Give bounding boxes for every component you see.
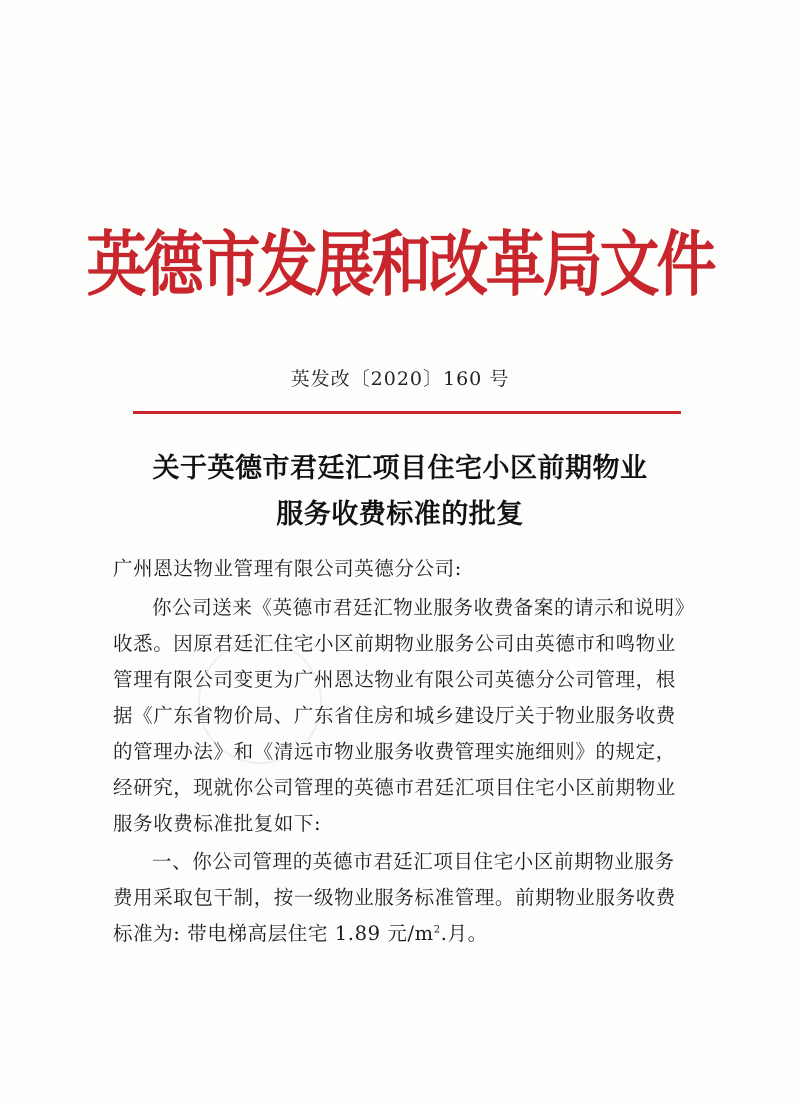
document-number: 英发改〔2020〕160 号: [290, 368, 510, 390]
paragraph-2-line-2: 费用采取包干制，按一级物业服务标准管理。前期物业服务收费: [113, 886, 676, 909]
paragraph-1-line-7: 服务收费标准批复如下:: [113, 812, 322, 835]
document-title-line-1: 关于英德市君廷汇项目住宅小区前期物业: [152, 453, 648, 484]
paragraph-1-line-4: 据《广东省物价局、广东省住房和城乡建设厅关于物业服务收费: [113, 704, 676, 727]
addressee: 广州恩达物业管理有限公司英德分公司:: [113, 557, 462, 580]
paragraph-1-line-3: 管理有限公司变更为广州恩达物业有限公司英德分公司管理，根: [113, 668, 676, 691]
square-superscript: 2: [433, 924, 441, 936]
red-divider-line: [133, 411, 681, 414]
paragraph-1-line-6: 经研究，现就你公司管理的英德市君廷汇项目住宅小区前期物业: [113, 776, 676, 799]
fee-standard-unit: .月。: [440, 922, 488, 945]
agency-masthead: 英德市发展和改革局文件: [86, 223, 714, 307]
paragraph-1-line-1: 你公司送来《英德市君廷汇物业服务收费备案的请示和说明》: [152, 596, 695, 619]
document-title-line-2: 服务收费标准的批复: [276, 499, 524, 530]
paragraph-2-line-3: [113, 918, 488, 946]
fee-standard-text: 标准为: 带电梯高层住宅 1.89 元/m: [113, 922, 434, 945]
paragraph-2-line-1: 一、你公司管理的英德市君廷汇项目住宅小区前期物业服务: [152, 850, 675, 873]
paragraph-1-line-2: 收悉。因原君廷汇住宅小区前期物业服务公司由英德市和鸣物业: [113, 632, 676, 655]
paragraph-1-line-5: 的管理办法》和《清远市物业服务收费管理实施细则》的规定，: [113, 740, 676, 763]
